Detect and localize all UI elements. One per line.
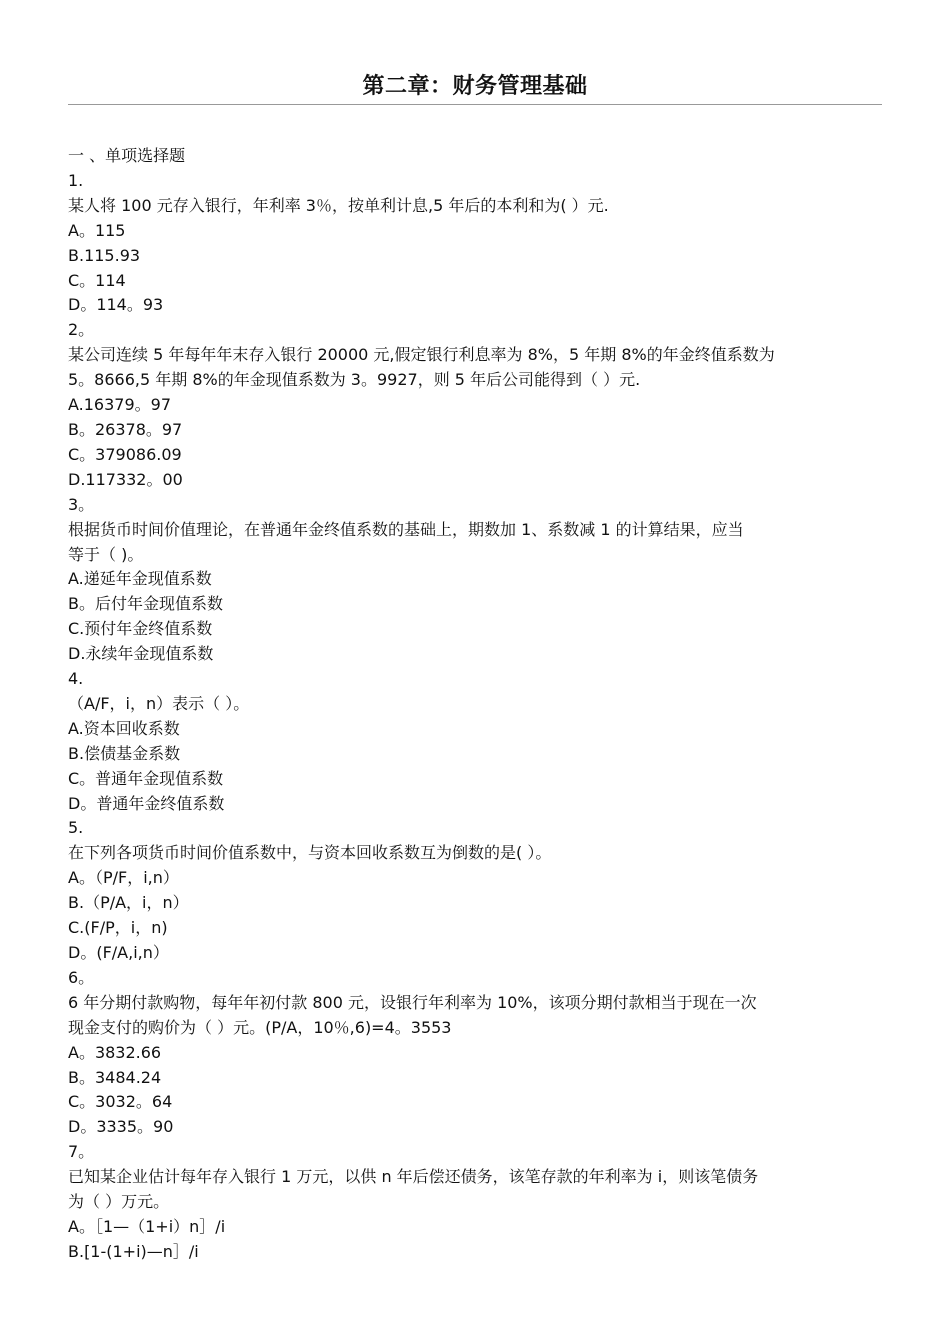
- question-number: 6。: [68, 967, 95, 987]
- question-4: [68, 667, 882, 816]
- question-number: 3。: [68, 494, 95, 514]
- question-stem-line: 某公司连续 5 年每年年末存入银行 20000 元,假定银行利息率为 8%，5 年期 8%的年金终值系数为: [68, 345, 775, 365]
- question-7: [68, 1140, 882, 1265]
- question-stem-line: 某人将 100 元存入银行，年利率 3％，按单利计息,5 年后的本利和为( ）元.: [68, 195, 609, 215]
- option-d: D。3335。90: [68, 1117, 174, 1137]
- title-divider: [68, 104, 882, 105]
- question-2: [68, 318, 882, 492]
- question-6: [68, 966, 882, 1140]
- option-a: A。（P/F，i,n）: [68, 868, 179, 888]
- question-number: 7。: [68, 1142, 95, 1162]
- option-d: D。普通年金终值系数: [68, 793, 225, 813]
- option-b: B。3484.24: [68, 1067, 162, 1087]
- option-c: C。普通年金现值系数: [68, 768, 224, 788]
- question-stem-line: 在下列各项货币时间价值系数中，与资本回收系数互为倒数的是( ）。: [68, 843, 552, 863]
- option-c: C。114: [68, 270, 126, 290]
- option-a: A.资本回收系数: [68, 718, 180, 738]
- question-1: [68, 169, 882, 318]
- question-stem-line: 等于（ )。: [68, 544, 144, 564]
- question-stem-line: 为（ ）万元。: [68, 1192, 170, 1212]
- option-a: A。3832.66: [68, 1042, 162, 1062]
- question-number: 5.: [68, 818, 84, 838]
- question-stem-line: 6 年分期付款购物，每年年初付款 800 元，设银行年利率为 10%，该项分期付款相当于现在一次: [68, 992, 757, 1012]
- option-d: D.永续年金现值系数: [68, 644, 214, 664]
- question-stem-line: 现金支付的购价为（ ）元。(P/A，10％,6)=4。3553: [68, 1017, 452, 1037]
- question-stem-line: 根据货币时间价值理论，在普通年金终值系数的基础上，期数加 1、系数减 1 的计算结果，应当: [68, 519, 744, 539]
- option-d: D。(F/A,i,n）: [68, 943, 169, 962]
- option-a: A。115: [68, 220, 126, 240]
- option-c: C。379086.09: [68, 444, 182, 464]
- option-a: A.16379。97: [68, 395, 172, 415]
- question-number: 2。: [68, 320, 95, 340]
- option-d: D.117332。00: [68, 469, 183, 489]
- option-b: B.偿债基金系数: [68, 743, 181, 763]
- option-c: C.(F/P，i，n): [68, 918, 168, 938]
- option-c: C。3032。64: [68, 1092, 173, 1112]
- question-5: [68, 816, 882, 965]
- option-a: A.递延年金现值系数: [68, 569, 212, 589]
- option-b: B。后付年金现值系数: [68, 594, 223, 614]
- question-number: 1.: [68, 170, 84, 190]
- page-title: 第二章：财务管理基础: [362, 74, 588, 99]
- option-a: A。［1—（1+i）n］/i: [68, 1216, 226, 1236]
- option-b: B.（P/A，i，n）: [68, 893, 189, 913]
- question-stem-line: 5。8666,5 年期 8%的年金现值系数为 3。9927，则 5 年后公司能得到（ ）元.: [68, 370, 641, 390]
- section-heading: 一 、单项选择题: [68, 146, 186, 165]
- question-number: 4.: [68, 669, 84, 689]
- question-stem-line: 已知某企业估计每年存入银行 1 万元，以供 n 年后偿还债务，该笔存款的年利率为 i，则该笔债务: [68, 1167, 759, 1187]
- question-3: [68, 493, 882, 667]
- question-stem-line: （A/F，i，n）表示（ ）。: [68, 693, 250, 713]
- option-b: B.115.93: [68, 245, 141, 265]
- option-b: B.[1-(1+i)—n］/i: [68, 1241, 199, 1261]
- question-list: [68, 144, 882, 1265]
- option-b: B。26378。97: [68, 419, 183, 439]
- option-d: D。114。93: [68, 295, 164, 315]
- option-c: C.预付年金终值系数: [68, 619, 213, 639]
